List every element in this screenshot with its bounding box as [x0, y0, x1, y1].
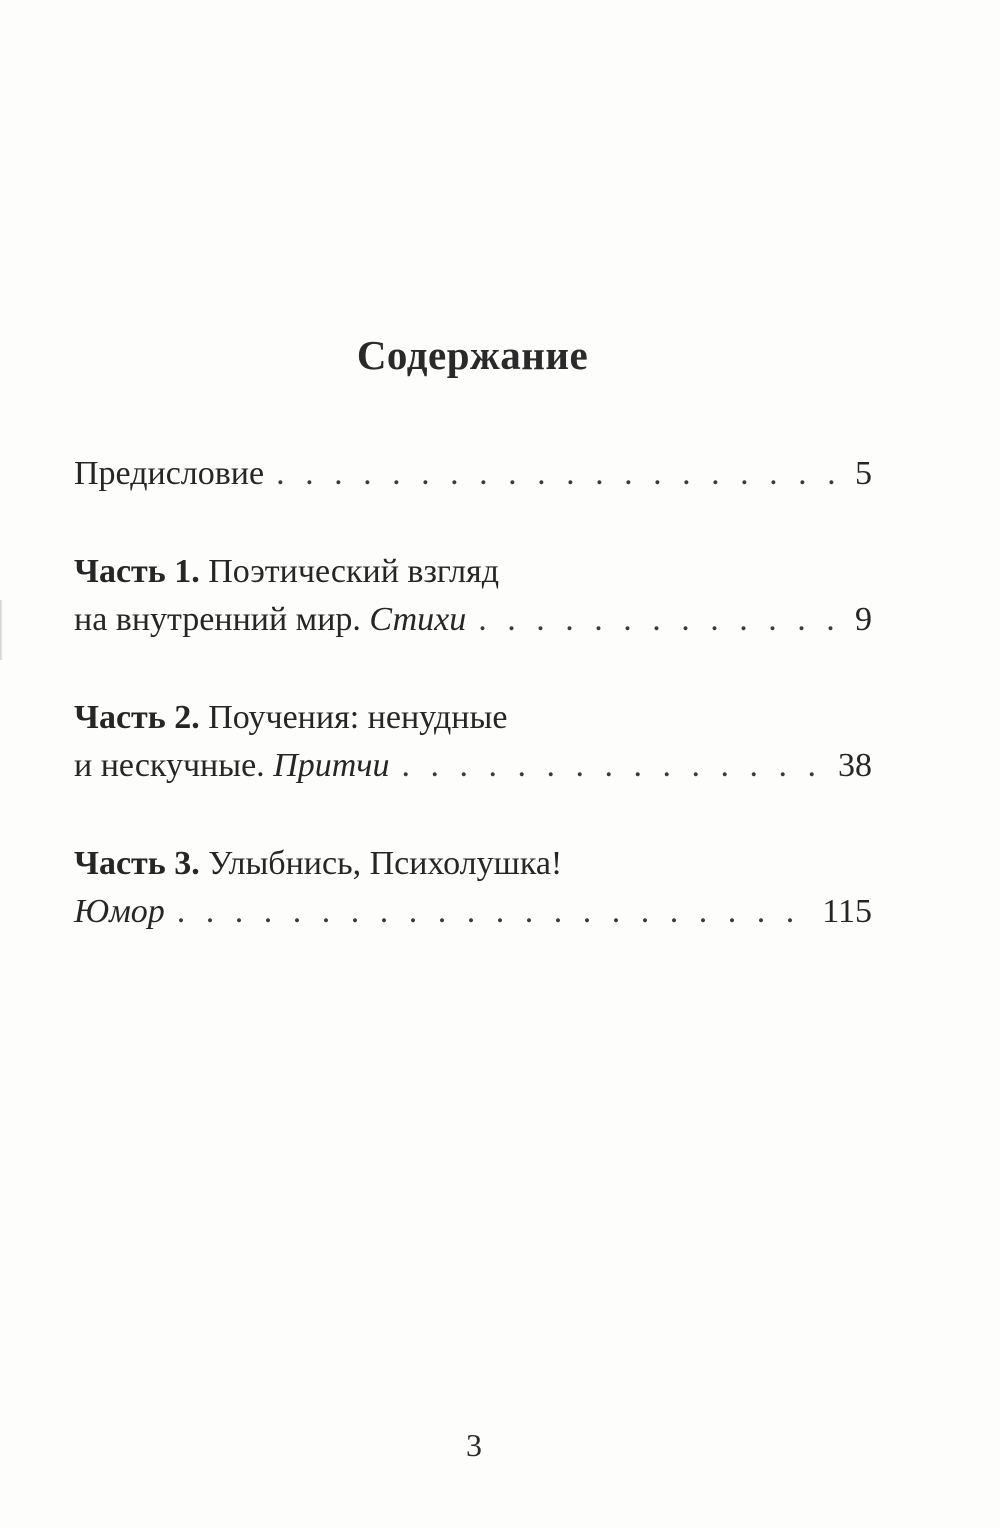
dot-leader [177, 888, 808, 936]
page-number: 3 [466, 1427, 482, 1463]
toc-line [74, 450, 872, 498]
toc-page-number: 9 [855, 601, 872, 638]
dot-leader [276, 450, 841, 498]
toc-entry-part-3[interactable] [74, 840, 872, 936]
part-genre: Стихи [369, 601, 467, 638]
toc-page-number: 115 [822, 893, 872, 930]
part-title-line-2: на внутренний мир. [74, 601, 361, 638]
part-title-line-2: и нескучные. [74, 747, 265, 784]
part-label: Часть 3. [74, 845, 200, 882]
toc-page-number: 5 [855, 455, 872, 492]
toc-line [74, 596, 872, 644]
toc-line [74, 548, 872, 596]
part-genre: Притчи [273, 747, 390, 784]
part-title-line-1: Поучения: ненудные [208, 699, 508, 736]
toc-entry-part-2[interactable] [74, 694, 872, 790]
part-title-line-1: Улыбнись, Психолушка! [208, 845, 563, 882]
page-edge-shadow [0, 600, 3, 660]
toc-entry-preface[interactable] [74, 450, 872, 498]
toc-line [74, 888, 872, 936]
toc-page-number: 38 [838, 747, 872, 784]
dot-leader [478, 596, 841, 644]
toc-line [74, 742, 872, 790]
toc-entry-part-1[interactable] [74, 548, 872, 644]
table-of-contents [74, 450, 872, 936]
page-title: Содержание [356, 332, 589, 379]
toc-line [74, 694, 872, 742]
toc-entry-title: Предисловие [74, 455, 265, 492]
part-label: Часть 1. [74, 553, 200, 590]
part-title-line-1: Поэтический взгляд [208, 553, 499, 590]
part-label: Часть 2. [74, 699, 200, 736]
dot-leader [402, 742, 824, 790]
toc-line [74, 840, 872, 888]
part-genre: Юмор [74, 893, 165, 930]
